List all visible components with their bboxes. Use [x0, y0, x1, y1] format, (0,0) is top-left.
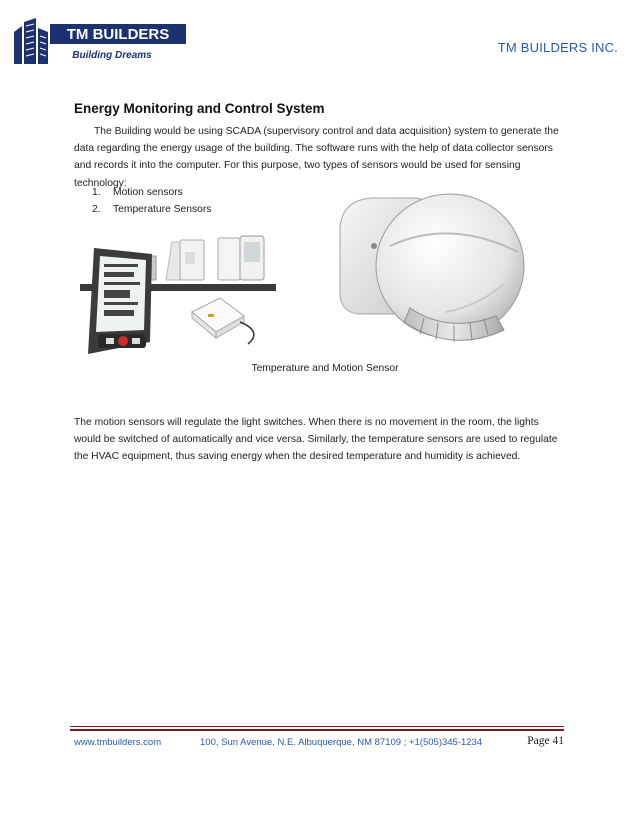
footer-website-link[interactable]: www.tmbuilders.com [74, 737, 162, 748]
temperature-sensor-image [80, 232, 276, 354]
list-item: 1. Motion sensors [92, 187, 183, 198]
intro-paragraph: The Building would be using SCADA (supervisory control and data acquisition) system to generate the data regarding the energy usage of the building. The software runs with the help of data collector sensors and records it into the computer. For this purpose, two types of sensors would be used for sensing technology: [74, 126, 559, 189]
footer-divider-thick [70, 729, 564, 731]
logo-tagline: Building Dreams [72, 50, 152, 61]
body-paragraph: The motion sensors will regulate the light switches. When there is no movement in the room, the lights would be switched of automatically and vice versa. Similarly, the temperature sensors are used to regulate the HVAC equipment, thus saving energy when the desired temperature and humidity is achieved. [74, 417, 558, 463]
footer-address: 100, Sun Avenue, N.E. Albuquerque, NM 87109 ; +1(505)345-1234 [200, 737, 483, 748]
section-title: Energy Monitoring and Control System [74, 101, 325, 116]
list-item: 2. Temperature Sensors [92, 204, 212, 216]
logo-title: TM BUILDERS [66, 26, 170, 43]
page-footer [74, 735, 566, 751]
figure-caption: Temperature and Motion Sensor [251, 363, 399, 374]
page-number: Page 41 [527, 735, 564, 747]
motion-sensor-image [328, 188, 528, 348]
sensor-list [92, 184, 211, 218]
company-logo [12, 18, 188, 66]
footer-divider [70, 726, 564, 727]
company-name-header: TM BUILDERS INC. [497, 40, 618, 55]
